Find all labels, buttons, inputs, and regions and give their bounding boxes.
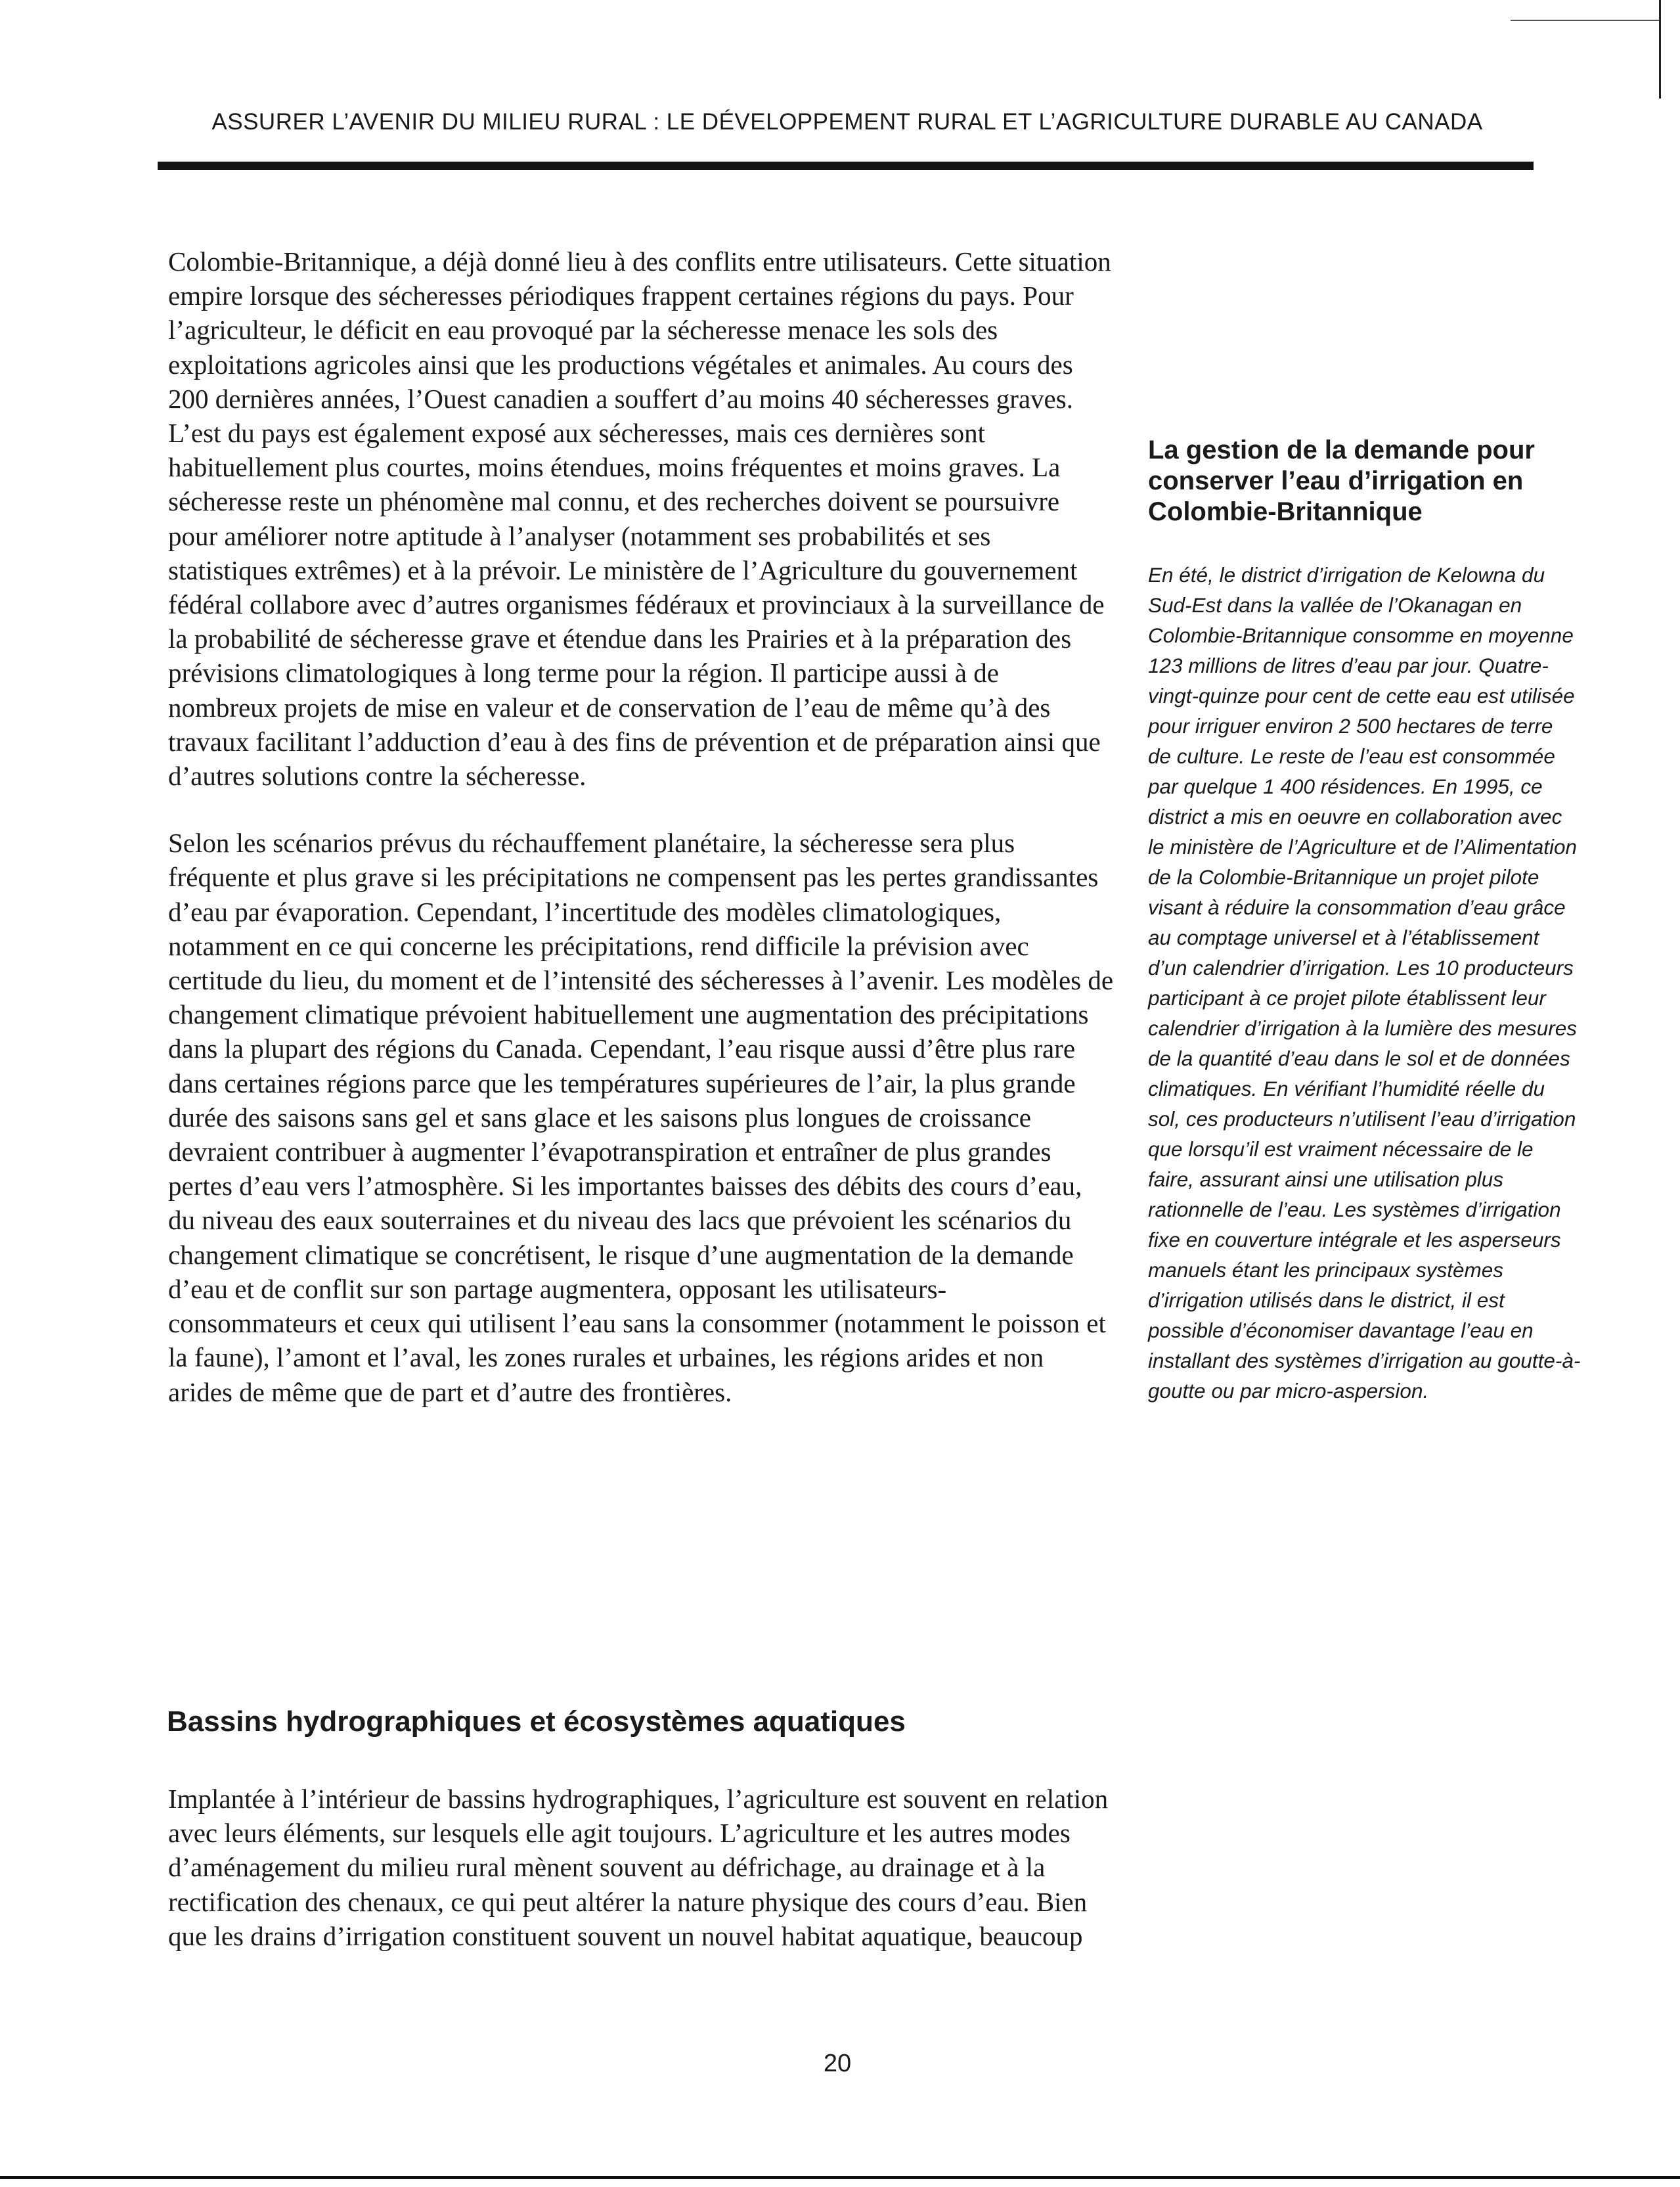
scan-edge-right — [1659, 0, 1661, 99]
section-body — [168, 1782, 1114, 1953]
running-header: ASSURER L’AVENIR DU MILIEU RURAL : LE DÉVELOPPEMENT RURAL ET L’AGRICULTURE DURABLE AU CANADA — [211, 109, 1483, 135]
sidebar-title: La gestion de la demande pour conserver l’eau d’irrigation en Colombie-Britannique — [1148, 436, 1535, 526]
header-rule — [158, 162, 1534, 170]
body-paragraph: Colombie-Britannique, a déjà donné lieu à des conflits entre utilisateurs. Cette situation empire lorsque des sécheresses périodiques frappent certaines régions du pays. Pour l’agriculteur, le déficit en eau provoqué par la sécheresse menace les sols des exploitations agricoles ainsi que les productions végétales et animales. Au cours des 200 dernières années, l’Ouest canadien a souffert d’au moins 40 sécheresses graves. L’est du pays est également exposé aux sécheresses, mais ces dernières sont habituellement plus courtes, moins étendues, moins fréquentes et moins graves. La sécheresse reste un phénomène mal connu, et des recherches doivent se poursuivre pour améliorer notre aptitude à l’analyser (notamment ses probabilités et ses statistiques extrêmes) et à la prévoir. Le ministère de l’Agriculture du gouvernement fédéral collabore avec d’autres organismes fédéraux et provinciaux à la surveillance de la probabilité de sécheresse grave et étendue dans les Prairies et à la préparation des prévisions climatologiques à long terme pour la région. Il participe aussi à de nombreux projets de mise en valeur et de conservation de l’eau de même qu’à des travaux facilitant l’adduction d’eau à des fins de prévention et de préparation ainsi que d’autres solutions contre la sécheresse. — [168, 246, 1111, 792]
scan-edge-top — [1511, 20, 1659, 21]
body-paragraph: Selon les scénarios prévus du réchauffement planétaire, la sécheresse sera plus fréquente et plus grave si les précipitations ne compensent pas les pertes grandissantes d’eau par évaporation. Cependant, l’incertitude des modèles climatologiques, notamment en ce qui concerne les précipitations, rend difficile la prévision avec certitude du lieu, du moment et de l’intensité des sécheresses à l’avenir. Les modèles de changement climatique prévoient habituellement une augmentation des précipitations dans la plupart des régions du Canada. Cependant, l’eau risque aussi d’être plus rare dans certaines régions parce que les températures supérieures de l’air, la plus grande durée des saisons sans gel et sans glace et les saisons plus longues de croissance devraient contribuer à augmenter l’évapotranspiration et entraîner de plus grandes pertes d’eau vers l’atmosphère. Si les importantes baisses des débits des cours d’eau, du niveau des eaux souterraines et du niveau des lacs que prévoient les scénarios du changement climatique se concrétisent, le risque d’une augmentation de la demande d’eau et de conflit sur son partage augmentera, opposant les utilisateurs-consommateurs et ceux qui utilisent l’eau sans la consommer (notamment le poisson et la faune), l’amont et l’aval, les zones rurales et urbaines, les régions arides et non arides de même que de part et d’autre des frontières. — [168, 828, 1114, 1407]
section-heading: Bassins hydrographiques et écosystèmes aquatiques — [167, 1705, 906, 1738]
page-number: 20 — [823, 2050, 852, 2077]
main-column — [168, 244, 1114, 1409]
body-paragraph: Implantée à l’intérieur de bassins hydrographiques, l’agriculture est souvent en relation avec leurs éléments, sur lesquels elle agit toujours. L’agriculture et les autres modes d’aménagement du milieu rural mènent souvent au défrichage, au drainage et à la rectification des chenaux, ce qui peut altérer la nature physique des cours d’eau. Bien que les drains d’irrigation constituent souvent un nouvel habitat aquatique, beaucoup — [168, 1784, 1109, 1951]
page-bottom-rule — [0, 2176, 1680, 2179]
sidebar-body: En été, le district d’irrigation de Kelowna du Sud-Est dans la vallée de l’Okanagan en Colombie-Britannique consomme en moyenne 123 millions de litres d’eau par jour. Quatre-vingt-quinze pour cent de cette eau est utilisée pour irriguer environ 2 500 hectares de terre de culture. Le reste de l’eau est consommée par quelque 1 400 résidences. En 1995, ce district a mis en oeuvre en collaboration avec le ministère de l’Agriculture et de l’Alimentation de la Colombie-Britannique un projet pilote visant à réduire la consommation d’eau grâce au comptage universel et à l’établissement d’un calendrier d’irrigation. Les 10 producteurs participant à ce projet pilote établissent leur calendrier d’irrigation à la lumière des mesures de la quantité d’eau dans le sol et de données climatiques. En vérifiant l’humidité réelle du sol, ces producteurs n’utilisent l’eau d’irrigation que lorsqu’il est vraiment nécessaire de le faire, assurant ainsi une utilisation plus rationnelle de l’eau. Les systèmes d’irrigation fixe en couverture intégrale et les asperseurs manuels étant les principaux systèmes d’irrigation utilisés dans le district, il est possible d’économiser davantage l’eau en installant des systèmes d’irrigation au goutte-à-goutte ou par micro-aspersion. — [1148, 563, 1581, 1403]
